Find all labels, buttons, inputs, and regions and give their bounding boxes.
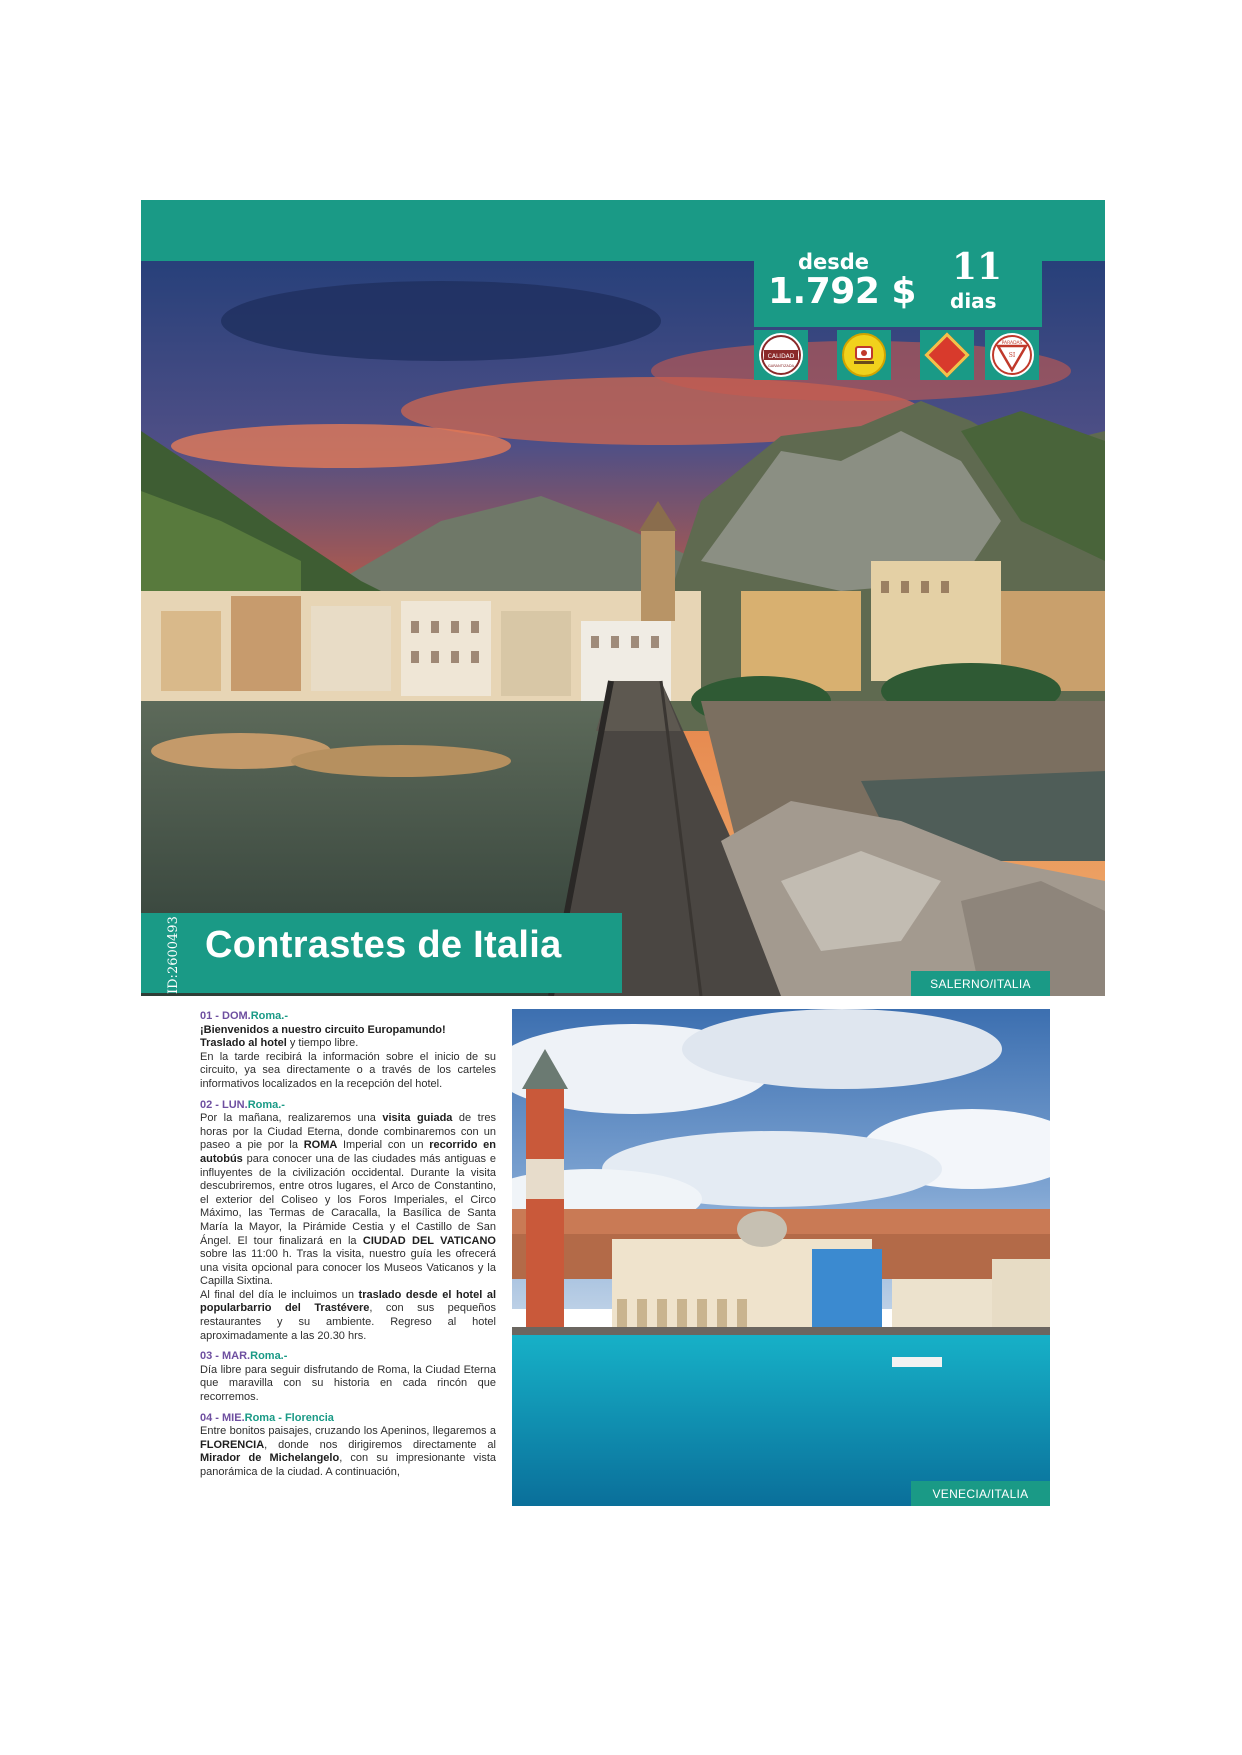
days-number: 11 — [952, 246, 1003, 288]
day-text: En la tarde recibirá la información sobre el inicio de su circuito, ya sea directamente o a través de los carteles informativos localizados en la recepción del hotel. — [200, 1050, 496, 1090]
day-city: Roma - Florencia — [244, 1411, 334, 1424]
seal-badge-icon — [754, 330, 808, 380]
day-text: , donde nos dirigiremos directamente al — [264, 1438, 496, 1451]
day-text: Por la mañana, realizaremos una — [200, 1112, 383, 1125]
day-city: Roma.- — [250, 1350, 288, 1363]
day-text: Día libre para seguir disfrutando de Roma, la Ciudad Eterna que maravilla con su historia en cada rincón que recorremos. — [200, 1363, 496, 1404]
comunicacion-badge-icon — [837, 330, 891, 380]
day-text-bold: Mirador de Michelangelo — [200, 1452, 340, 1465]
day-text: de tres horas por la Ciudad Eterna, donde combinaremos con un paseo a pie por la — [200, 1112, 497, 1152]
day-text-bold: Traslado al hotel — [200, 1037, 287, 1050]
day-text-bold: ROMA — [303, 1139, 338, 1152]
day-code: 01 - DOM. — [200, 1010, 251, 1022]
itinerary-day-4 — [200, 1412, 496, 1480]
day-text-bold: traslado desde el hotel al popularbarrio del Trastévere — [200, 1288, 496, 1315]
day-city: Roma.- — [250, 1010, 289, 1022]
hero-location-label: SALERNO/ITALIA — [911, 971, 1050, 996]
tour-title: Contrastes de Italia — [205, 924, 562, 966]
day-text: y tiempo libre. — [286, 1037, 359, 1050]
venice-location-label: VENECIA/ITALIA — [911, 1481, 1050, 1506]
svg-text:SI: SI — [1008, 352, 1016, 359]
day-text: , con su impresionante vista panorámica de la ciudad. A continuación, — [200, 1452, 496, 1478]
price-box — [754, 246, 1042, 327]
svg-text:GARANTIZADA: GARANTIZADA — [767, 364, 795, 368]
svg-text:PARADAS: PARADAS — [1001, 341, 1023, 346]
day-text-bold: FLORENCIA — [200, 1438, 265, 1451]
day-code: 03 - MAR. — [200, 1350, 251, 1363]
day-text-bold: visita guiada — [382, 1112, 453, 1125]
day-city: Roma.- — [247, 1098, 285, 1111]
day-text: sobre las 11:00 h. Tras la visita, nuestro guía les ofrecerá una visita opcional para conocer los Museos Vaticanos y la Capilla Sixtina. — [200, 1248, 496, 1288]
day-text-bold: ¡Bienvenidos a nuestro circuito Europamundo! — [200, 1023, 446, 1036]
itinerary-day-1 — [200, 1010, 496, 1092]
diamond-badge-icon — [920, 330, 974, 380]
itinerary-day-2 — [200, 1099, 496, 1344]
venice-photo — [512, 1009, 1050, 1506]
day-text: para conocer una de las ciudades más antiguas e influyentes de la civilización occidental. Durante la visita descubriremos, entre otros lugares, el Arco de Constantino, el exterior del Coliseo y los Foros Imperiales, el Circo Máximo, las Termas de Caracalla, la Basílica de Santa María la Mayor, la Pirámide Cestia y el Castillo de San Ángel. El tour finalizará en la — [200, 1152, 496, 1247]
day-text: , con sus pequeños restaurantes y su ambiente. Regreso al hotel aproximadamente a las 20.30 hrs. — [200, 1302, 496, 1342]
price-from-label: desde — [798, 250, 870, 274]
itinerary-day-3 — [200, 1350, 496, 1404]
day-text-bold: CIUDAD DEL VATICANO — [362, 1234, 496, 1247]
day-text: Imperial con un — [337, 1139, 430, 1152]
day-code: 02 - LUN. — [200, 1098, 248, 1111]
tour-id: ID:2600493 — [166, 916, 181, 994]
svg-text:CALIDAD: CALIDAD — [767, 353, 795, 360]
day-text: Al final del día le incluimos un — [200, 1288, 359, 1301]
itinerary-column — [200, 1010, 496, 1487]
day-text-bold: recorrido en autobús — [200, 1139, 497, 1165]
days-label: dias — [950, 289, 997, 313]
panoramic-badge-icon — [985, 330, 1039, 380]
price-amount: 1.792 $ — [768, 271, 916, 312]
day-code: 04 - MIE. — [200, 1411, 245, 1424]
day-text: Entre bonitos paisajes, cruzando los Apeninos, llegaremos a — [200, 1425, 496, 1438]
